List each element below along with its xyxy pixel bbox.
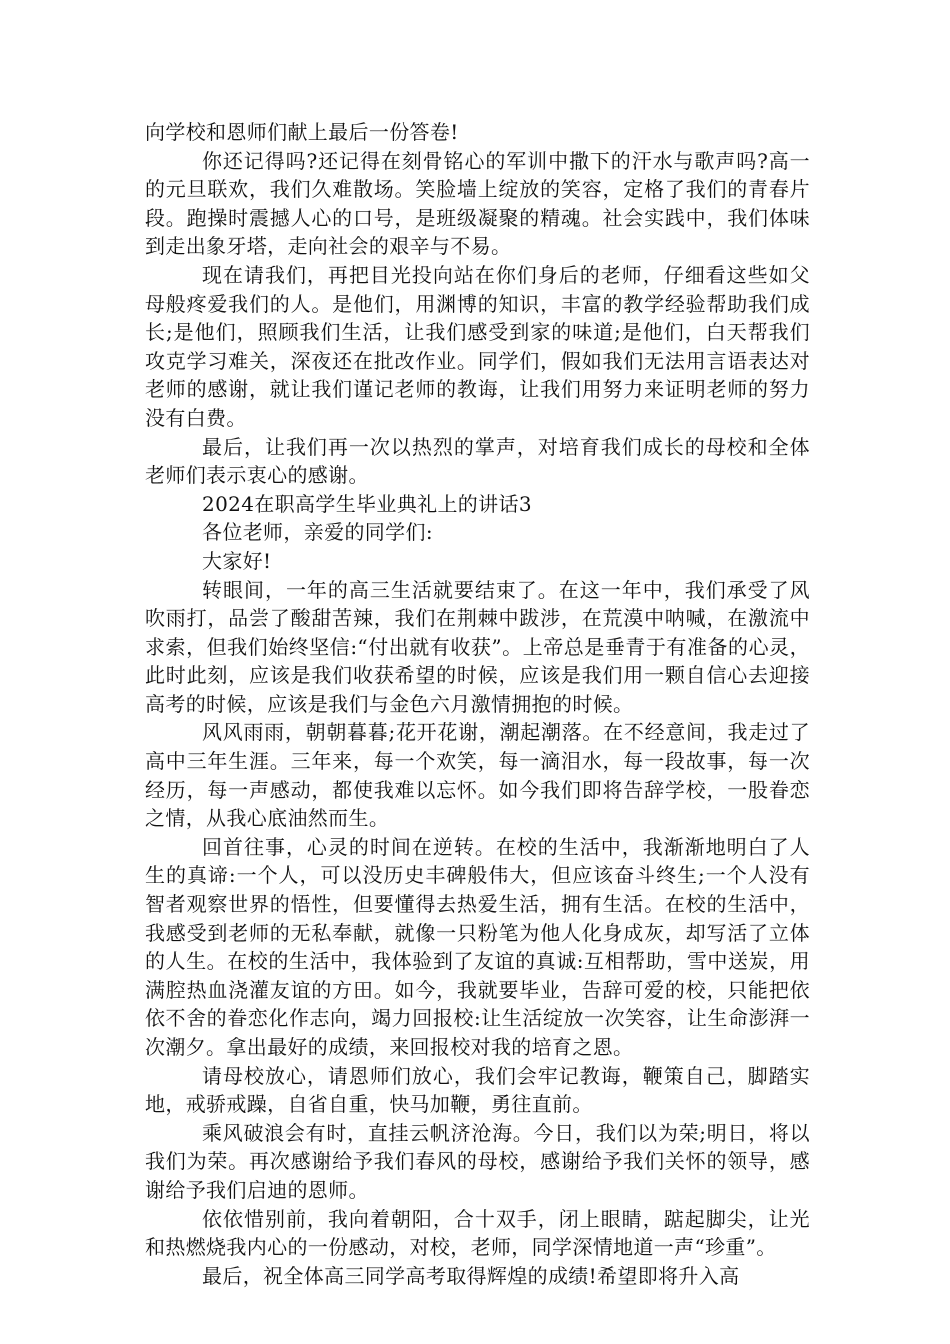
paragraph: 回首往事，心灵的时间在逆转。在校的生活中，我渐渐地明白了人生的真谛:一个人，可以没历史丰碑般伟大，但应该奋斗终生;一个人没有智者观察世界的悟性，但要懂得去热爱生活，拥有生活。在校的生活中，我感受到老师的无私奉献，就像一只粉笔为他人化身成灰，却写活了立体的人生。在校的生活中，我体验到了友谊的真诚:互相帮助，雪中送炭，用满腔热血浇灌友谊的方田。如今，我就要毕业，告辞可爱的校，只能把依依不舍的眷恋化作志向，竭力回报校:让生活绽放一次笑容，让生命澎湃一次潮夕。拿出最好的成绩，来回报校对我的培育之恩。 [145, 834, 810, 1059]
paragraph: 最后，让我们再一次以热烈的掌声，对培育我们成长的母校和全体老师们表示衷心的感谢。 [145, 434, 810, 488]
salutation: 各位老师，亲爱的同学们: [202, 520, 433, 545]
paragraph: 依依惜别前，我向着朝阳，合十双手，闭上眼睛，踮起脚尖，让光和热燃烧我内心的一份感动，对校，老师，同学深情地道一声“珍重”。 [145, 1206, 810, 1260]
section-heading: 2024在职高学生毕业典礼上的讲话3 [202, 491, 532, 516]
paragraph: 风风雨雨，朝朝暮暮;花开花谢，潮起潮落。在不经意间，我走过了高中三年生涯。三年来，每一个欢笑，每一滴泪水，每一段故事，每一次经历，每一声感动，都使我难以忘怀。如今我们即将告辞学校，一股眷恋之情，从我心底油然而生。 [145, 720, 810, 831]
greeting: 大家好! [202, 548, 272, 573]
paragraph-truncated: 最后，祝全体高三同学高考取得辉煌的成绩!希望即将升入高 [202, 1263, 740, 1288]
paragraph: 现在请我们，再把目光投向站在你们身后的老师，仔细看这些如父母般疼爱我们的人。是他们，用渊博的知识，丰富的教学经验帮助我们成长;是他们，照顾我们生活，让我们感受到家的味道;是他们，白天帮我们攻克学习难关，深夜还在批改作业。同学们，假如我们无法用言语表达对老师的感谢，就让我们谨记老师的教诲，让我们用努力来证明老师的努力没有白费。 [145, 262, 810, 430]
paragraph: 请母校放心，请恩师们放心，我们会牢记教诲，鞭策自己，脚踏实地，戒骄戒躁，自省自重，快马加鞭，勇往直前。 [145, 1063, 810, 1117]
paragraph: 转眼间，一年的高三生活就要结束了。在这一年中，我们承受了风吹雨打，品尝了酸甜苦辣，我们在荆棘中跋涉，在荒漠中呐喊，在激流中求索，但我们始终坚信:“付出就有收获”。上帝总是垂青于有准备的心灵，此时此刻，应该是我们收获希望的时候，应该是我们用一颗自信心去迎接高考的时候，应该是我们与金色六月激情拥抱的时候。 [145, 577, 810, 716]
paragraph: 你还记得吗?还记得在刻骨铭心的军训中撒下的汗水与歌声吗?高一的元旦联欢，我们久难散场。笑脸墙上绽放的笑容，定格了我们的青春片段。跑操时震撼人心的口号，是班级凝聚的精魂。社会实践中，我们体味到走出象牙塔，走向社会的艰辛与不易。 [145, 148, 810, 259]
document-body [145, 118, 810, 1290]
paragraph: 乘风破浪会有时，直挂云帆济沧海。今日，我们以为荣;明日，将以我们为荣。再次感谢给予我们春风的母校，感谢给予我们关怀的领导，感谢给予我们启迪的恩师。 [145, 1120, 810, 1202]
paragraph-continuation: 向学校和恩师们献上最后一份答卷! [145, 120, 459, 144]
